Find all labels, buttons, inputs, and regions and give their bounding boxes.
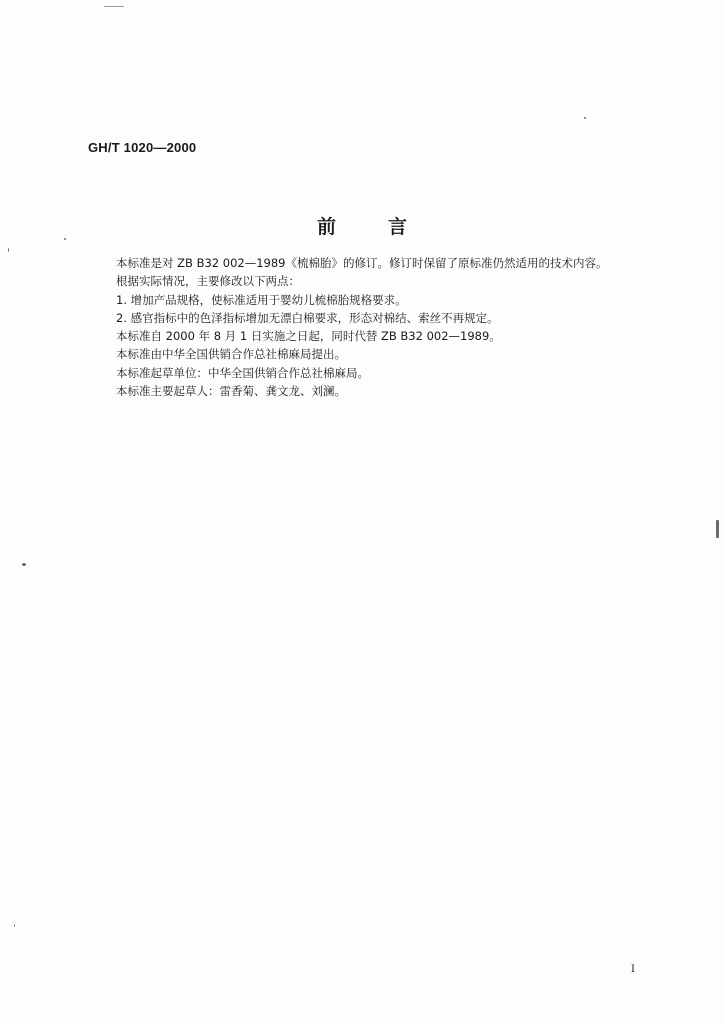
paragraph: 本标准是对 ZB B32 002—1989《梳棉胎》的修订。修订时保留了原标准仍然适用的技术内容。 [116,256,608,270]
scan-speck [64,238,66,240]
list-item: 2. 感官指标中的色泽指标增加无漂白棉要求，形态对棉结、索丝不再规定。 [116,310,499,325]
paragraph: 本标准主要起草人：雷香菊、龚文龙、刘澜。 [116,384,346,399]
list-item: 1. 增加产品规格，使标准适用于婴幼儿梳棉胎规格要求。 [116,292,407,307]
scan-speck [716,520,719,538]
standard-code: GH/T 1020—2000 [88,140,197,155]
page-number: I [631,964,635,975]
scan-speck [8,248,9,252]
foreword-heading: 前言 [316,216,459,238]
scan-speck [14,924,15,927]
scan-speck [22,563,26,566]
scan-speck [584,117,586,119]
paragraph: 根据实际情况，主要修改以下两点： [116,274,300,289]
paragraph: 本标准由中华全国供销合作总社棉麻局提出。 [116,347,346,362]
scan-speck [104,6,124,7]
paragraph: 本标准起草单位：中华全国供销合作总社棉麻局。 [116,365,369,380]
paragraph: 本标准自 2000 年 8 月 1 日实施之日起，同时代替 ZB B32 002—1989。 [116,329,501,344]
foreword-body [116,254,676,400]
